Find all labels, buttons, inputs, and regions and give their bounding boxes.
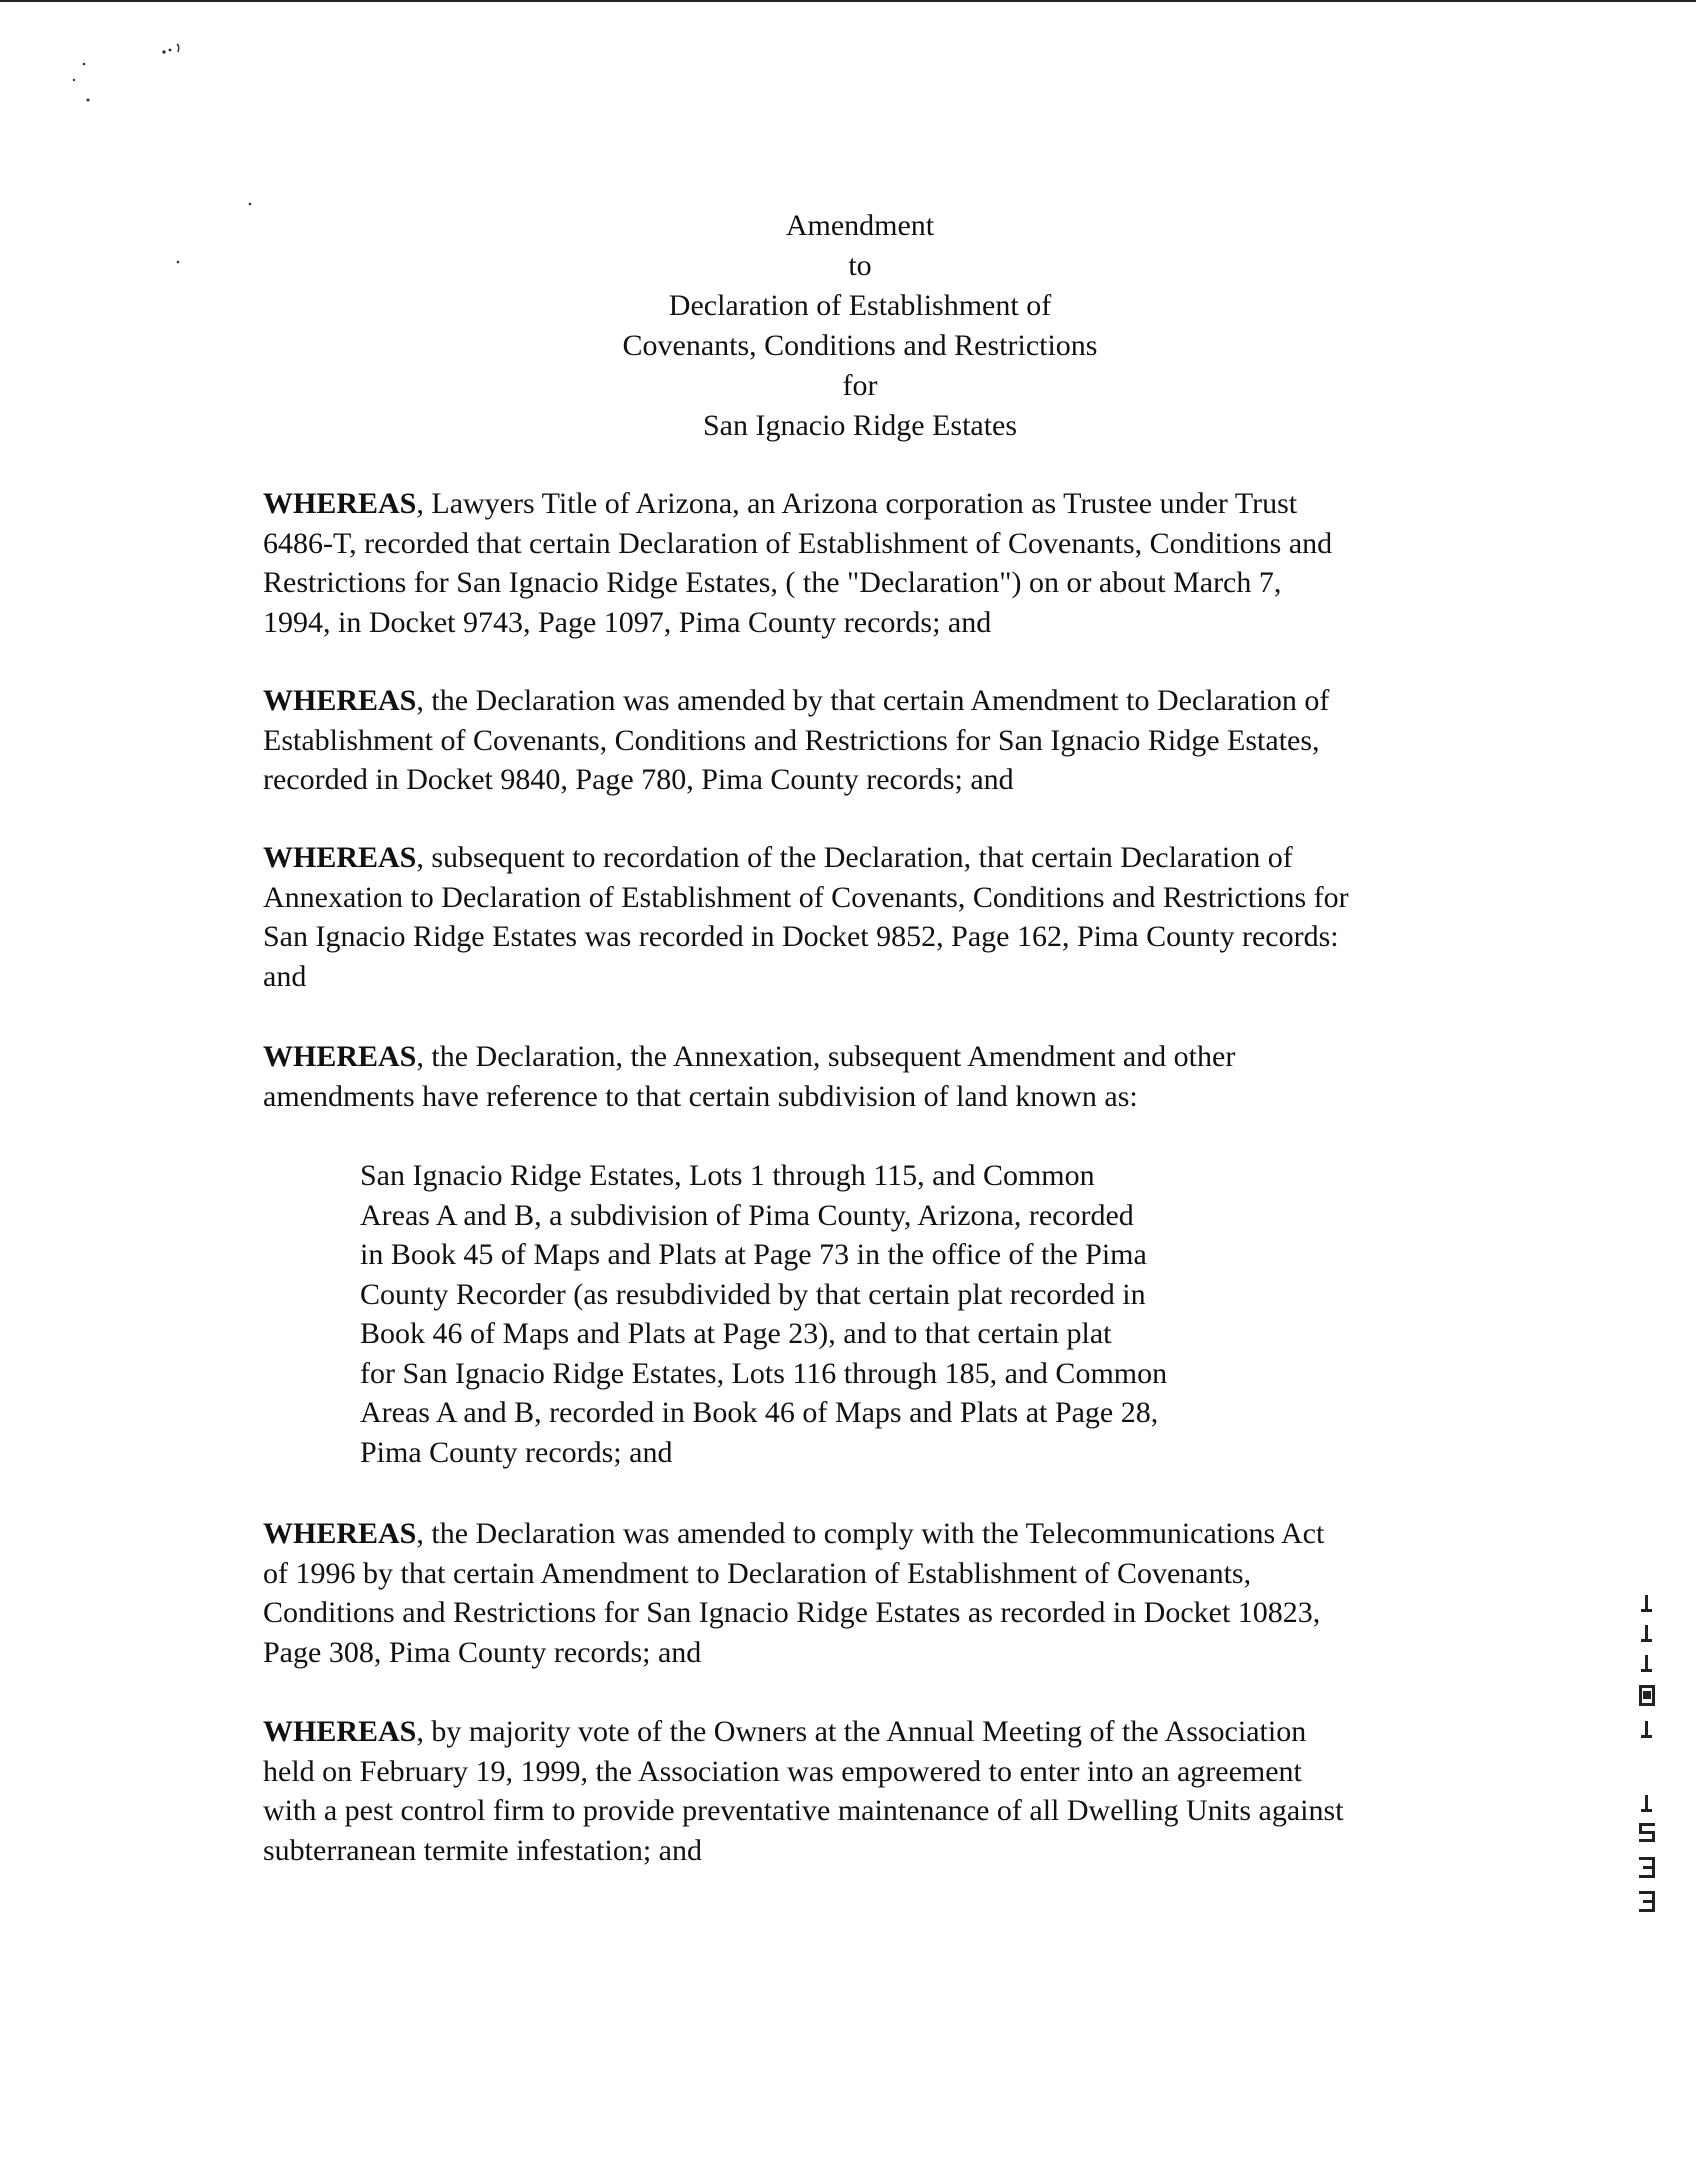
whereas-lead: WHEREAS (263, 487, 417, 520)
whereas-paragraph-2 (263, 681, 1463, 800)
legal-description-line: Areas A and B, recorded in Book 46 of Maps and Plats at Page 28, (360, 1396, 1159, 1429)
paragraph-line: San Ignacio Ridge Estates was recorded in Docket 9852, Page 162, Pima County records: (263, 920, 1339, 953)
paragraph-line: subterranean termite infestation; and (263, 1833, 702, 1867)
paragraph-text: , subsequent to recordation of the Declaration, that certain Declaration of (416, 841, 1293, 874)
paragraph-line: and (263, 959, 307, 993)
paragraph-line: Conditions and Restrictions for San Ignacio Ridge Estates as recorded in Docket 10823, (263, 1596, 1321, 1629)
paragraph-line: recorded in Docket 9840, Page 780, Pima County records; and (263, 763, 1014, 796)
whereas-lead: WHEREAS (263, 1517, 417, 1550)
paragraph-line (263, 1037, 1463, 1077)
legal-description-line: Areas A and B, a subdivision of Pima County, Arizona, recorded (360, 1198, 1134, 1232)
title-line: Declaration of Establishment of (668, 289, 1052, 322)
whereas-paragraph-4 (263, 1037, 1463, 1116)
title-line: to (848, 249, 872, 282)
title-line: Amendment (785, 209, 935, 242)
whereas-paragraph-6 (263, 1712, 1463, 1870)
legal-description-line: in Book 45 of Maps and Plats at Page 73 in the office of the Pima (360, 1238, 1147, 1271)
paragraph-line (263, 484, 1463, 524)
whereas-lead: WHEREAS (263, 684, 417, 717)
title-line: San Ignacio Ridge Estates (702, 409, 1018, 442)
paragraph-line: 1994, in Docket 9743, Page 1097, Pima County records; and (263, 605, 992, 639)
paragraph-text: , Lawyers Title of Arizona, an Arizona corporation as Trustee under Trust (416, 487, 1298, 520)
legal-description (360, 1156, 1260, 1472)
paragraph-text: , the Declaration was amended to comply with the Telecommunications Act (416, 1517, 1325, 1550)
paragraph-text: , by majority vote of the Owners at the Annual Meeting of the Association (416, 1715, 1307, 1748)
paragraph-line (263, 838, 1463, 878)
recording-stamp-marks (1632, 1595, 1662, 1925)
whereas-paragraph-5 (263, 1514, 1463, 1672)
paragraph-line: with a pest control firm to provide preventative maintenance of all Dwelling Units against (263, 1794, 1344, 1827)
legal-description-line: for San Ignacio Ridge Estates, Lots 116 through 185, and Common (360, 1356, 1168, 1390)
document-title (460, 206, 1260, 446)
legal-description-line: San Ignacio Ridge Estates, Lots 1 through 115, and Common (360, 1159, 1095, 1192)
paragraph-line: held on February 19, 1999, the Association was empowered to enter into an agreement (263, 1754, 1302, 1788)
paragraph-line: Establishment of Covenants, Conditions and Restrictions for San Ignacio Ridge Estates, (263, 723, 1320, 757)
legal-description-line: Pima County records; and (360, 1435, 673, 1469)
paragraph-line: amendments have reference to that certain subdivision of land known as: (263, 1079, 1138, 1113)
whereas-paragraph-3 (263, 838, 1463, 996)
paragraph-line: Annexation to Declaration of Establishment of Covenants, Conditions and Restrictions for (263, 880, 1349, 914)
paragraph-line: 6486-T, recorded that certain Declaration of Establishment of Covenants, Conditions and (263, 526, 1333, 560)
paragraph-line (263, 1514, 1463, 1554)
whereas-lead: WHEREAS (263, 1715, 417, 1748)
paragraph-line: Restrictions for San Ignacio Ridge Estates, ( the "Declaration") on or about March 7, (263, 566, 1282, 599)
legal-description-line: County Recorder (as resubdivided by that certain plat recorded in (360, 1277, 1146, 1311)
title-line: Covenants, Conditions and Restrictions (622, 329, 1098, 362)
paragraph-text: , the Declaration was amended by that certain Amendment to Declaration of (416, 684, 1330, 717)
title-line: for (842, 369, 878, 402)
paragraph-line (263, 1712, 1463, 1752)
whereas-lead: WHEREAS (263, 1040, 417, 1073)
paragraph-text: , the Declaration, the Annexation, subsequent Amendment and other (416, 1040, 1236, 1073)
paragraph-line: Page 308, Pima County records; and (263, 1635, 702, 1669)
paragraph-line (263, 681, 1463, 721)
whereas-paragraph-1 (263, 484, 1463, 642)
legal-description-line: Book 46 of Maps and Plats at Page 23), and to that certain plat (360, 1317, 1112, 1350)
whereas-lead: WHEREAS (263, 841, 417, 874)
paragraph-line: of 1996 by that certain Amendment to Declaration of Establishment of Covenants, (263, 1556, 1252, 1590)
